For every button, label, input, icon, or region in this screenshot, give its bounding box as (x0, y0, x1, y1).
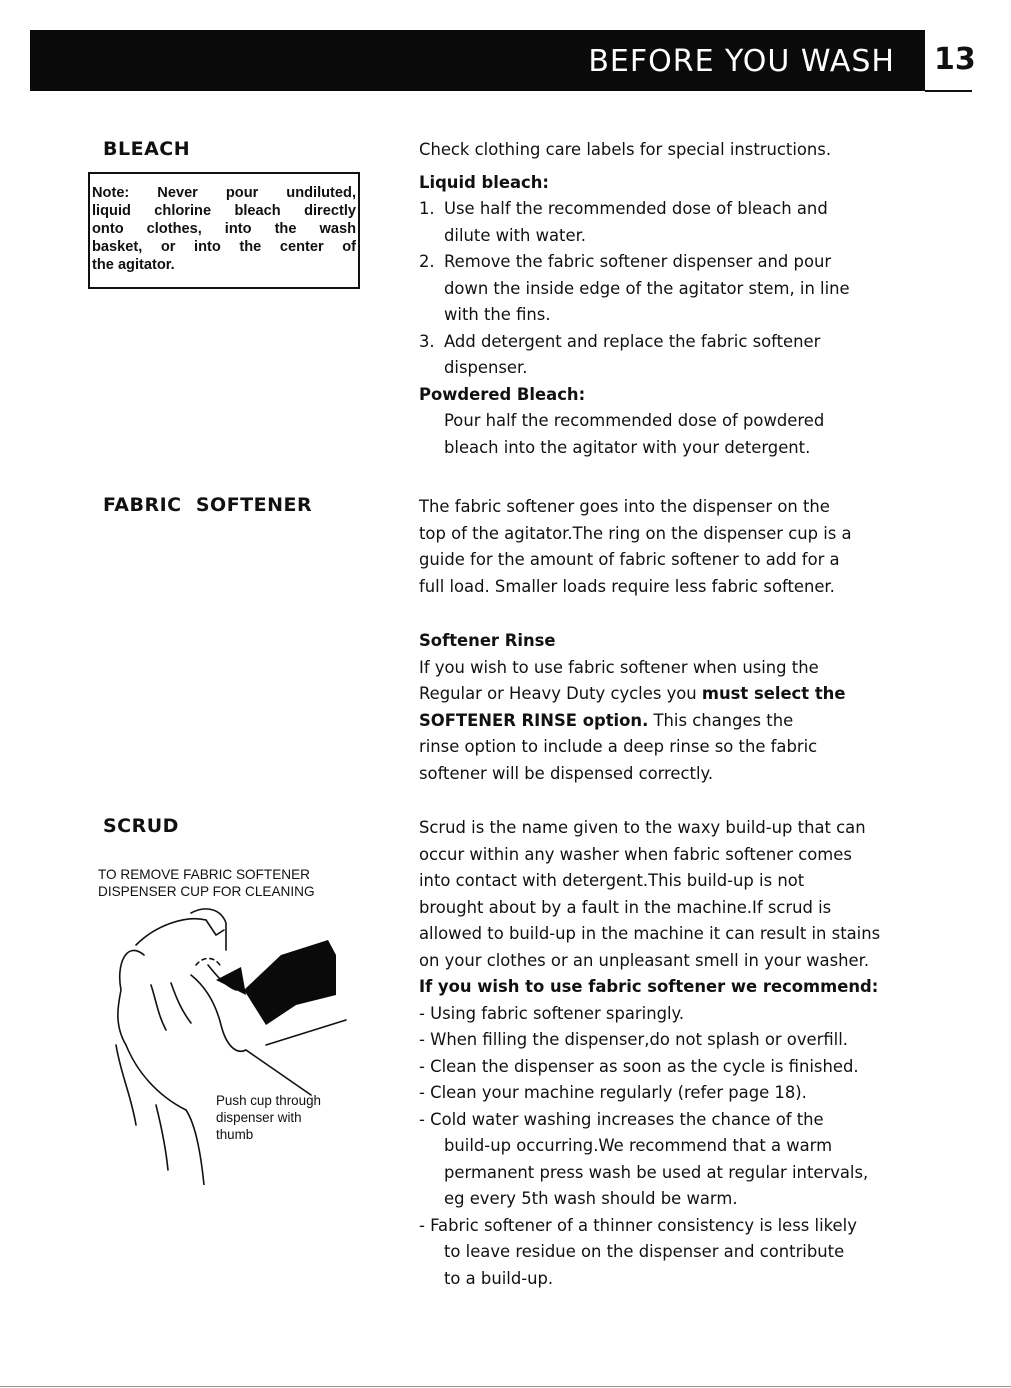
step-text: down the inside edge of the agitator stem, in line (444, 278, 850, 298)
paragraph-line: occur within any washer when fabric softener comes (419, 844, 852, 864)
bleach-instructions (419, 137, 919, 461)
paragraph-line: guide for the amount of fabric softener to add for a (419, 550, 840, 569)
powdered-bleach-heading: Powdered Bleach: (419, 384, 586, 404)
text-run: Regular or Heavy Duty cycles you (419, 684, 702, 703)
page-header-title: BEFORE YOU WASH (588, 44, 895, 79)
paragraph-line: allowed to build-up in the machine it can result in stains (419, 924, 881, 943)
bleach-warning-note (88, 172, 360, 289)
caption-line: DISPENSER CUP FOR CLEANING (98, 884, 315, 899)
page-number: 13 (934, 42, 976, 77)
paragraph-line: If you wish to use fabric softener when using the (419, 657, 819, 677)
emphasis-text: must select the (701, 684, 846, 703)
list-item-continuation: eg every 5th wash should be warm. (444, 1189, 738, 1208)
bleach-intro: Check clothing care labels for special instructions. (419, 140, 832, 159)
list-item-continuation: build-up occurring.We recommend that a warm (444, 1136, 833, 1155)
fabric-softener-heading: FABRIC SOFTENER (103, 494, 313, 516)
header-bar (30, 30, 925, 91)
list-item-continuation: to leave residue on the dispenser and contribute (444, 1242, 845, 1261)
list-item: - When filling the dispenser,do not splash or overfill. (419, 1030, 848, 1049)
recommend-heading: If you wish to use fabric softener we recommend: (419, 977, 879, 996)
note-line: basket, or into the center of (92, 239, 356, 255)
list-item (419, 329, 919, 356)
list-item (419, 249, 919, 276)
bottom-rule (0, 1386, 1011, 1387)
step-number: 3. (419, 331, 435, 351)
step-number: 1. (419, 199, 435, 218)
paragraph-line (419, 681, 919, 708)
step-text: Use half the recommended dose of bleach and (444, 199, 828, 218)
paragraph-line: softener will be dispensed correctly. (419, 763, 714, 783)
note-line: the agitator. (92, 257, 175, 273)
list-item-continuation: permanent press wash be used at regular intervals, (444, 1162, 869, 1182)
note-line: onto clothes, into the wash (92, 221, 356, 237)
header-rule (925, 90, 972, 92)
scrud-heading: SCRUD (103, 815, 179, 837)
paragraph-line: brought about by a fault in the machine.If scrud is (419, 897, 832, 917)
paragraph-line: Scrud is the name given to the waxy build-up that can (419, 818, 866, 837)
caption-line: TO REMOVE FABRIC SOFTENER (98, 867, 310, 882)
powdered-text: bleach into the agitator with your detergent. (444, 437, 811, 457)
caption-line: Push cup through (216, 1093, 321, 1108)
caption-line: thumb (216, 1127, 254, 1142)
paragraph-line: top of the agitator.The ring on the dispenser cup is a (419, 523, 852, 543)
fabric-softener-text (419, 494, 919, 600)
list-item: - Clean the dispenser as soon as the cycle is finished. (419, 1056, 859, 1076)
paragraph-line: full load. Smaller loads require less fabric softener. (419, 576, 835, 596)
step-text: Remove the fabric softener dispenser and pour (444, 252, 832, 271)
step-text: with the fins. (444, 305, 551, 324)
bleach-heading: BLEACH (103, 138, 191, 160)
step-number: 2. (419, 252, 435, 271)
paragraph-line: The fabric softener goes into the dispenser on the (419, 497, 830, 516)
paragraph-line: on your clothes or an unpleasant smell in your washer. (419, 950, 870, 970)
scrud-text (419, 815, 919, 1292)
list-item: - Clean your machine regularly (refer page 18). (419, 1083, 807, 1102)
emphasis-text: SOFTENER RINSE option. (419, 710, 649, 730)
list-item-continuation: to a build-up. (444, 1268, 554, 1288)
note-line: liquid chlorine bleach directly (92, 203, 356, 219)
text-run: This changes the (648, 710, 794, 730)
paragraph-line (419, 708, 919, 735)
list-item (419, 196, 919, 223)
list-item: - Fabric softener of a thinner consistency is less likely (419, 1215, 857, 1235)
softener-rinse-heading: Softener Rinse (419, 631, 556, 650)
note-line: Note: Never pour undiluted, (92, 185, 356, 201)
caption-line: dispenser with (216, 1110, 302, 1125)
paragraph-line: rinse option to include a deep rinse so the fabric (419, 737, 818, 756)
paragraph-line: into contact with detergent.This build-up is not (419, 871, 805, 890)
softener-rinse-text (419, 628, 919, 787)
powdered-text: Pour half the recommended dose of powdered (444, 411, 825, 430)
step-text: Add detergent and replace the fabric softener (444, 331, 821, 351)
push-cup-caption (216, 1092, 321, 1143)
step-text: dispenser. (444, 358, 528, 377)
liquid-bleach-heading: Liquid bleach: (419, 172, 549, 192)
list-item: - Cold water washing increases the chance of the (419, 1109, 824, 1129)
step-text: dilute with water. (444, 225, 587, 245)
list-item: - Using fabric softener sparingly. (419, 1003, 685, 1023)
